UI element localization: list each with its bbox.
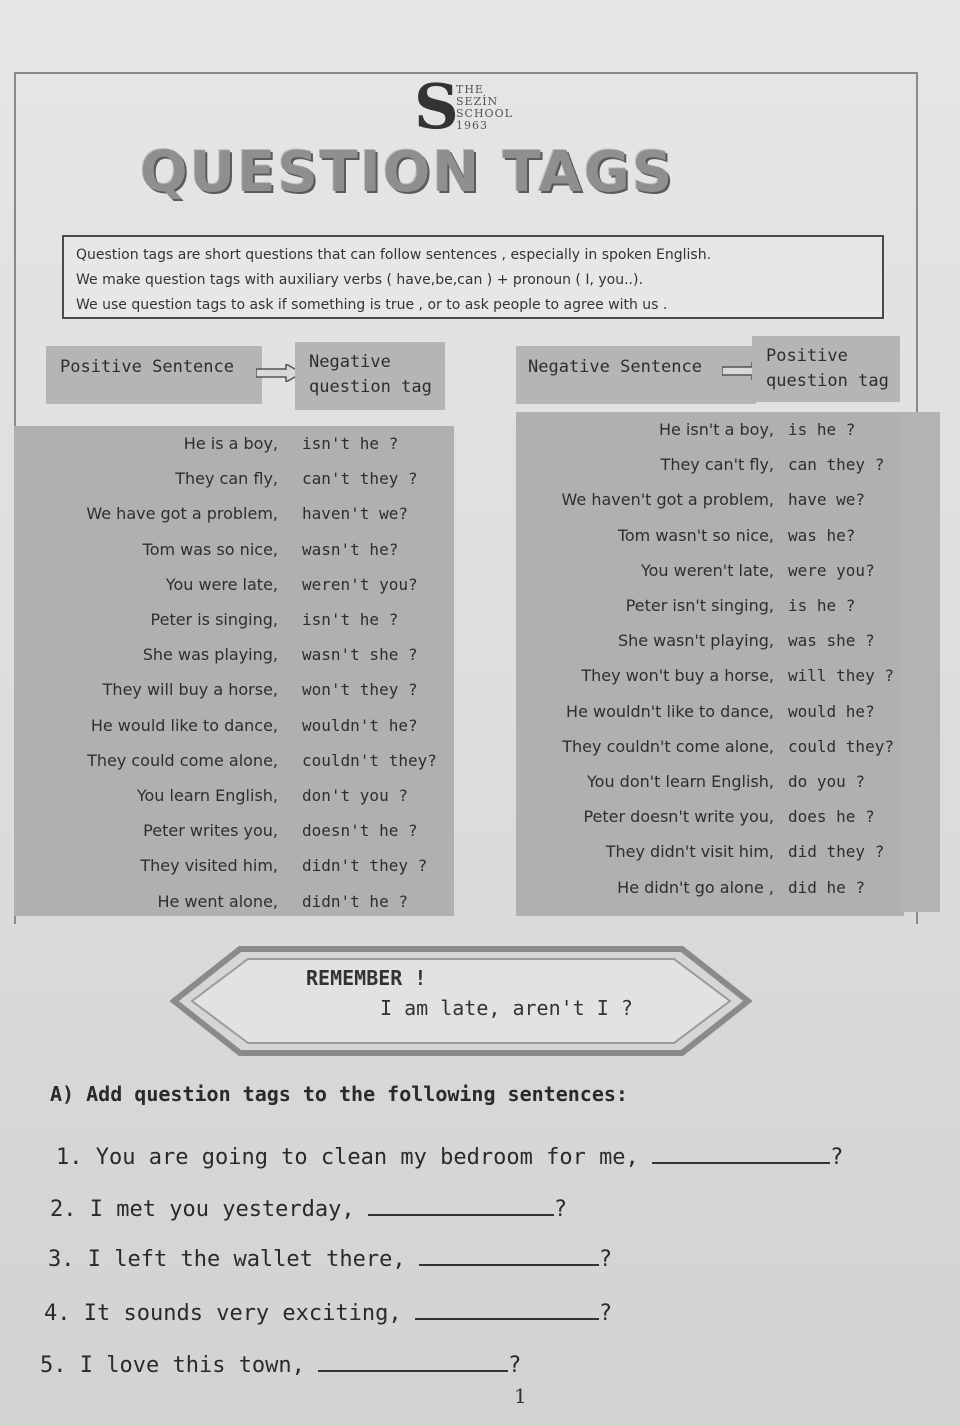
- example-sentence: He wouldn't like to dance,: [566, 701, 774, 721]
- exercise-item: 5. I love this town, ?: [40, 1350, 521, 1378]
- example-row: [14, 540, 454, 570]
- example-row: [14, 856, 454, 886]
- intro-box: [62, 235, 884, 319]
- example-row: [14, 469, 454, 499]
- example-sentence: They will buy a horse,: [102, 680, 278, 700]
- example-row: [516, 702, 904, 732]
- example-row: [14, 610, 454, 640]
- header-negative-sentence: Negative Sentence: [516, 346, 756, 404]
- example-tag: weren't you?: [302, 574, 418, 594]
- example-sentence: Peter is singing,: [150, 610, 278, 629]
- positive-examples-panel: [14, 426, 454, 916]
- example-sentence: He would like to dance,: [90, 715, 278, 735]
- example-tag: would he?: [788, 701, 875, 721]
- example-row: [14, 716, 454, 746]
- intro-line-3: We use question tags to ask if something is true , or to ask people to agree with us .: [76, 297, 668, 313]
- example-sentence: You weren't late,: [640, 560, 774, 580]
- answer-blank[interactable]: [419, 1244, 599, 1266]
- example-row: [516, 878, 904, 908]
- example-tag: wouldn't he?: [302, 715, 418, 735]
- example-sentence: Tom was so nice,: [142, 539, 278, 559]
- example-row: [516, 490, 904, 520]
- example-tag: won't they ?: [302, 680, 418, 700]
- example-tag: isn't he ?: [302, 610, 399, 629]
- remember-example: I am late, aren't I ?: [380, 996, 633, 1020]
- example-tag: could they?: [788, 736, 894, 756]
- example-tag: isn't he ?: [302, 434, 399, 453]
- example-tag: will they ?: [788, 666, 894, 686]
- example-row: [14, 751, 454, 781]
- remember-title: REMEMBER !: [306, 966, 427, 990]
- header-negative-question-tag: Negative question tag: [295, 342, 445, 410]
- example-row: [14, 434, 454, 464]
- example-sentence: He didn't go alone ,: [617, 877, 774, 897]
- example-row: [14, 680, 454, 710]
- example-sentence: You were late,: [165, 574, 278, 594]
- example-tag: is he ?: [788, 596, 856, 615]
- example-sentence: They won't buy a horse,: [581, 666, 774, 686]
- example-tag: didn't they ?: [302, 856, 428, 876]
- exercise-item: 1. You are going to clean my bedroom for me, ?: [56, 1142, 843, 1170]
- example-row: [14, 575, 454, 605]
- answer-blank[interactable]: [368, 1194, 554, 1216]
- negative-examples-panel-extension: [900, 412, 940, 912]
- answer-blank[interactable]: [415, 1298, 599, 1320]
- example-tag: wasn't she ?: [302, 645, 418, 665]
- example-tag: can't they ?: [302, 469, 418, 489]
- logo-letter: S: [414, 70, 459, 143]
- example-tag: do you ?: [788, 772, 866, 791]
- example-sentence: They visited him,: [140, 856, 278, 876]
- example-tag: haven't we?: [302, 504, 408, 524]
- example-sentence: We have got a problem,: [86, 504, 278, 524]
- exercise-title: A) Add question tags to the following sentences:: [50, 1082, 628, 1106]
- intro-line-2: We make question tags with auxiliary verbs ( have,be,can ) + pronoun ( I, you..).: [76, 272, 643, 288]
- example-tag: is he ?: [788, 420, 856, 439]
- example-sentence: Peter isn't singing,: [625, 596, 774, 615]
- example-tag: have we?: [788, 490, 866, 510]
- example-tag: did he ?: [788, 877, 866, 897]
- intro-line-1: Question tags are short questions that can follow sentences , especially in spoken English.: [76, 247, 712, 263]
- answer-blank[interactable]: [318, 1350, 508, 1372]
- example-row: [516, 526, 904, 556]
- example-tag: does he ?: [788, 807, 875, 827]
- example-sentence: They can fly,: [175, 469, 278, 489]
- example-tag: was he?: [788, 525, 856, 545]
- example-sentence: She wasn't playing,: [617, 631, 774, 651]
- example-row: [516, 737, 904, 767]
- example-row: [14, 892, 454, 922]
- example-tag: don't you ?: [302, 786, 408, 805]
- example-row: [14, 821, 454, 851]
- answer-blank[interactable]: [652, 1142, 830, 1164]
- page-number: 1: [514, 1384, 527, 1408]
- example-sentence: You learn English,: [136, 786, 278, 805]
- example-tag: doesn't he ?: [302, 821, 418, 841]
- example-sentence: We haven't got a problem,: [561, 490, 774, 510]
- logo-text: THE SEZİN SCHOOL 1963: [456, 83, 513, 132]
- page-title: QUESTION TAGS: [140, 140, 675, 205]
- example-sentence: They couldn't come alone,: [562, 736, 774, 756]
- exercise-item: 3. I left the wallet there, ?: [48, 1244, 612, 1272]
- example-row: [516, 666, 904, 696]
- example-row: [516, 842, 904, 872]
- example-tag: couldn't they?: [302, 750, 437, 770]
- exercise-item: 4. It sounds very exciting, ?: [44, 1298, 612, 1326]
- example-tag: was she ?: [788, 631, 875, 651]
- example-sentence: They didn't visit him,: [605, 842, 774, 862]
- negative-examples-panel: [516, 412, 904, 916]
- example-sentence: Peter doesn't write you,: [583, 807, 774, 827]
- example-row: [14, 645, 454, 675]
- example-sentence: He went alone,: [157, 891, 278, 911]
- exercise-item: 2. I met you yesterday, ?: [50, 1194, 567, 1222]
- example-sentence: He is a boy,: [183, 434, 278, 453]
- example-sentence: She was playing,: [142, 645, 278, 665]
- example-sentence: They can't fly,: [660, 455, 774, 475]
- example-sentence: They could come alone,: [87, 750, 278, 770]
- example-row: [516, 420, 904, 450]
- example-row: [516, 807, 904, 837]
- header-positive-sentence: Positive Sentence: [46, 346, 262, 404]
- example-row: [516, 631, 904, 661]
- example-sentence: Peter writes you,: [143, 821, 278, 841]
- example-row: [14, 786, 454, 816]
- example-tag: were you?: [788, 560, 875, 580]
- example-row: [14, 504, 454, 534]
- example-sentence: Tom wasn't so nice,: [617, 525, 774, 545]
- example-row: [516, 596, 904, 626]
- example-row: [516, 455, 904, 485]
- example-sentence: You don't learn English,: [587, 772, 774, 791]
- example-tag: wasn't he?: [302, 539, 399, 559]
- example-row: [516, 561, 904, 591]
- header-positive-question-tag: Positive question tag: [752, 336, 900, 402]
- example-tag: didn't he ?: [302, 891, 408, 911]
- example-tag: can they ?: [788, 455, 885, 475]
- example-sentence: He isn't a boy,: [658, 420, 774, 439]
- example-row: [516, 772, 904, 802]
- example-tag: did they ?: [788, 842, 885, 862]
